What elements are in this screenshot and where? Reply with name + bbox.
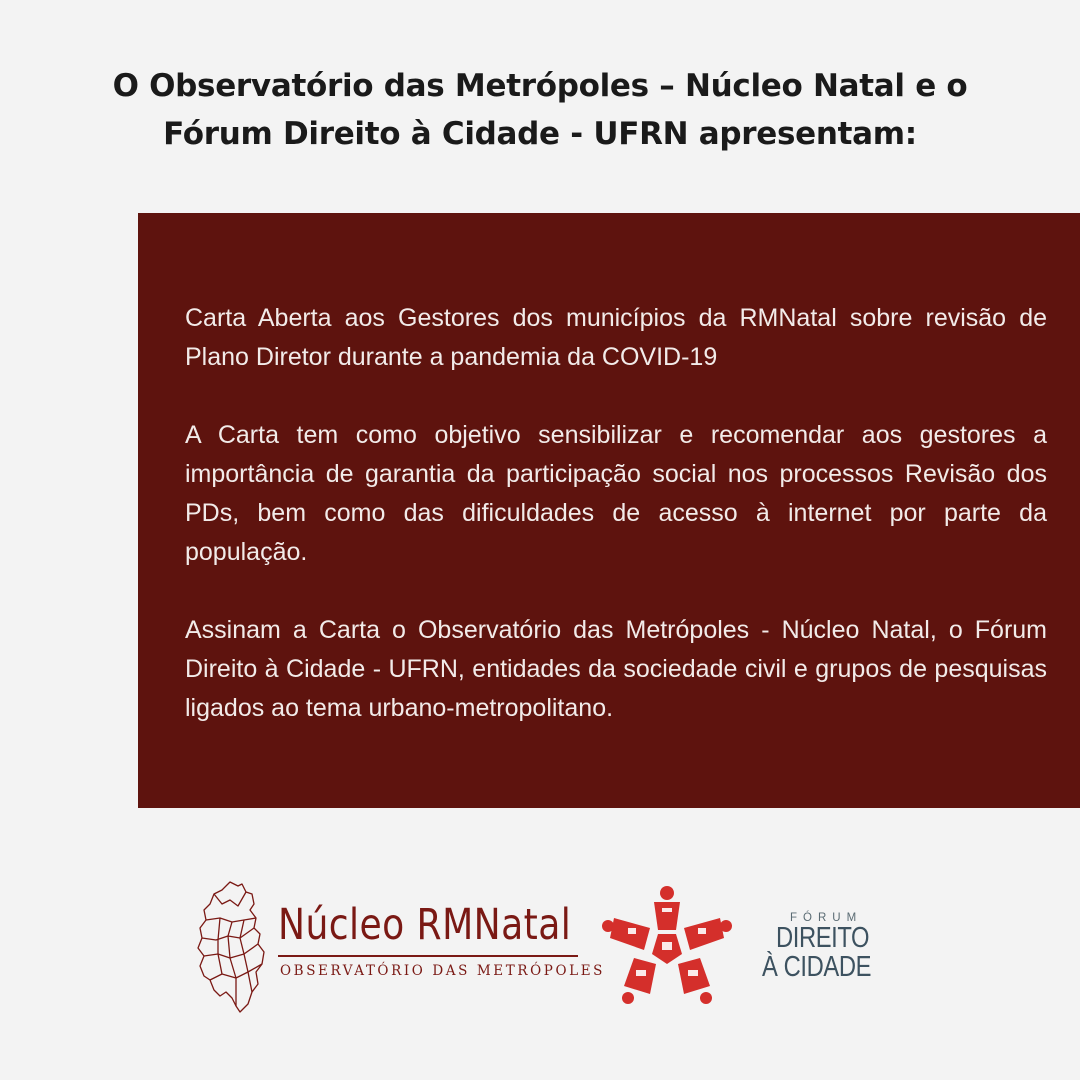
letter-panel <box>138 213 1080 808</box>
puzzle-people-logo-icon <box>598 882 736 1012</box>
letter-text <box>185 299 1047 728</box>
nucleo-subtitle: OBSERVATÓRIO DAS METRÓPOLES <box>280 963 605 979</box>
forum-label: FÓRUM <box>790 912 863 924</box>
letter-title-paragraph: Carta Aberta aos Gestores dos municípios da RMNatal sobre revisão de Plano Diretor durante a pandemia da COVID-19 <box>185 304 1047 371</box>
page-headline <box>40 62 1040 158</box>
rmnatal-map-icon <box>192 880 270 1015</box>
nucleo-divider <box>278 955 578 957</box>
forum-line-2: À CIDADE <box>762 951 872 983</box>
forum-direito-cidade-logo <box>760 908 910 988</box>
headline-line-1: O Observatório das Metrópoles – Núcleo Natal e o <box>112 68 968 104</box>
letter-objective-paragraph: A Carta tem como objetivo sensibilizar e recomendar aos gestores a importância de garantia da participação social nos processos Revisão dos PDs, bem como das dificuldades de acesso à internet por parte da população. <box>185 421 1047 566</box>
nucleo-rmnatal-logo <box>192 880 605 1015</box>
letter-signatories-paragraph: Assinam a Carta o Observatório das Metrópoles - Núcleo Natal, o Fórum Direito à Cidade - UFRN, entidades da sociedade civil e grupos de pesquisas ligados ao tema urbano-metropolitano. <box>185 616 1047 722</box>
nucleo-title: Núcleo RMNatal <box>278 900 572 950</box>
forum-line-1: DIREITO <box>776 922 870 954</box>
headline-line-2: Fórum Direito à Cidade - UFRN apresentam: <box>163 116 917 152</box>
